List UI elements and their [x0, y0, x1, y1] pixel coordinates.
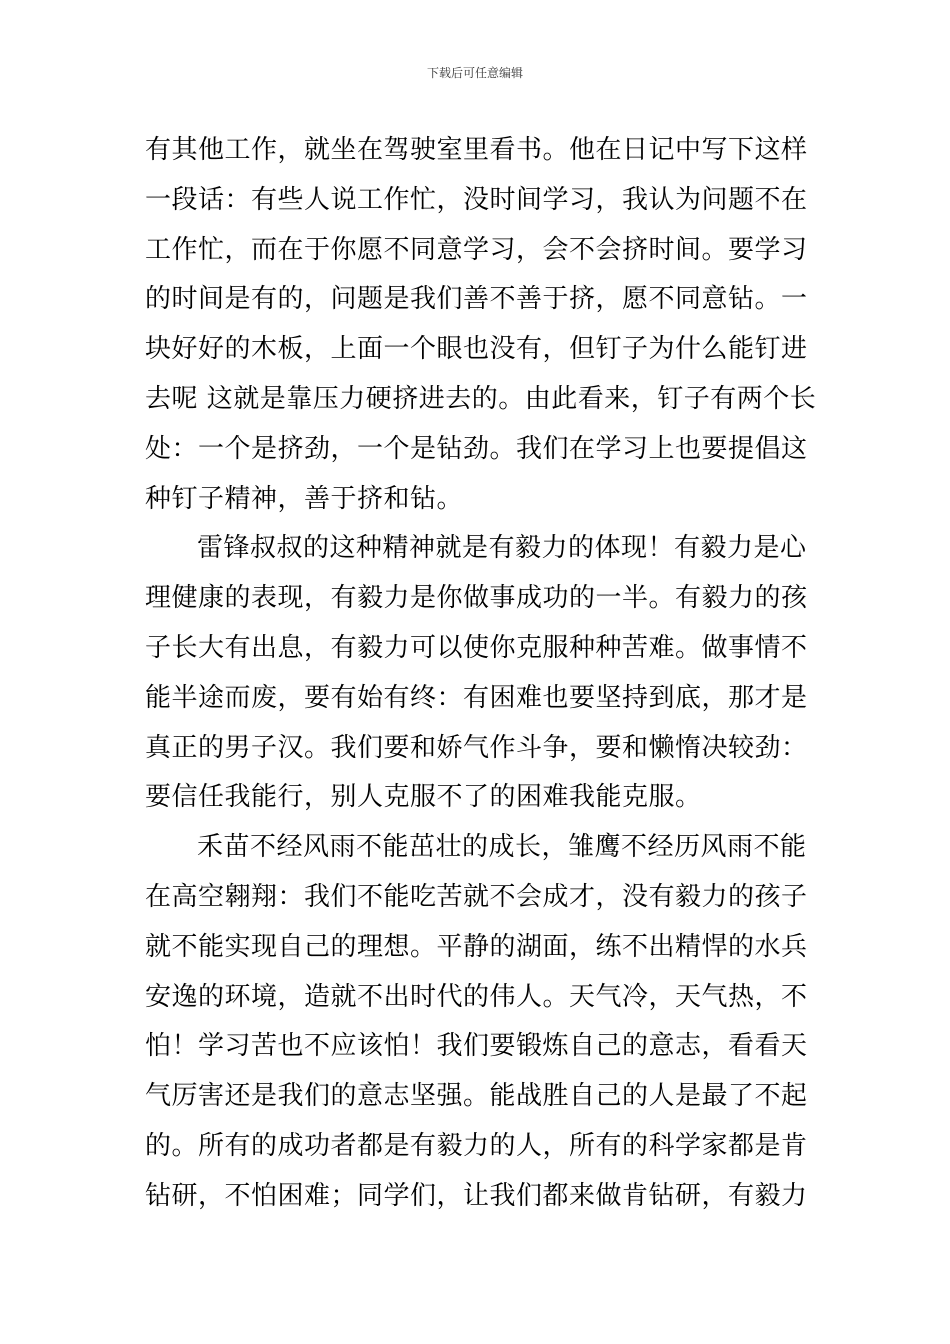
- text-line: 处：一个是挤劲，一个是钻劲。我们在学习上也要提倡这: [145, 433, 808, 464]
- text-line: 就不能实现自己的理想。平静的湖面，练不出精悍的水兵: [145, 931, 808, 962]
- text-line: 种钉子精神，善于挤和钻。: [145, 483, 464, 514]
- text-line: 禾苗不经风雨不能茁壮的成长，雏鹰不经历风雨不能: [197, 832, 807, 863]
- paragraph: [145, 126, 817, 524]
- text-line: 怕！学习苦也不应该怕！我们要锻炼自己的意志，看看天: [145, 1031, 808, 1062]
- text-line: 一段话：有些人说工作忙，没时间学习，我认为问题不在: [145, 184, 808, 215]
- text-line: 块好好的木板，上面一个眼也没有，但钉子为什么能钉进: [145, 334, 808, 365]
- text-line: 气厉害还是我们的意志坚强。能战胜自己的人是最了不起: [145, 1081, 808, 1112]
- text-line: 去呢 这就是靠压力硬挤进去的。由此看来，钉子有两个长: [145, 383, 817, 414]
- document-body: [145, 126, 817, 1222]
- text-line: 真正的男子汉。我们要和娇气作斗争，要和懒惰决较劲：: [145, 732, 808, 763]
- text-line: 的时间是有的，问题是我们善不善于挤，愿不同意钻。一: [145, 284, 808, 315]
- text-line: 要信任我能行，别人克服不了的困难我能克服。: [145, 782, 702, 813]
- text-line: 子长大有出息，有毅力可以使你克服种种苦难。做事情不: [145, 632, 808, 663]
- paragraph: [145, 823, 810, 1221]
- text-line: 安逸的环境，造就不出时代的伟人。天气冷，天气热，不: [145, 981, 808, 1012]
- text-line: 在高空翱翔：我们不能吃苦就不会成才，没有毅力的孩子: [145, 881, 808, 912]
- text-line: 雷锋叔叔的这种精神就是有毅力的体现！有毅力是心: [197, 533, 807, 564]
- text-line: 钻研，不怕困难；同学们，让我们都来做肯钻研，有毅力: [145, 1180, 808, 1211]
- text-line: 工作忙，而在于你愿不同意学习，会不会挤时间。要学习: [145, 234, 808, 265]
- paragraph: [145, 524, 810, 823]
- text-line: 理健康的表现，有毅力是你做事成功的一半。有毅力的孩: [145, 583, 808, 614]
- page-header: 下载后可任意编辑: [426, 66, 523, 80]
- text-line: 有其他工作，就坐在驾驶室里看书。他在日记中写下这样: [145, 135, 808, 165]
- text-line: 的。所有的成功者都是有毅力的人，所有的科学家都是肯: [145, 1130, 808, 1161]
- text-line: 能半途而废，要有始有终：有困难也要坚持到底，那才是: [145, 682, 808, 713]
